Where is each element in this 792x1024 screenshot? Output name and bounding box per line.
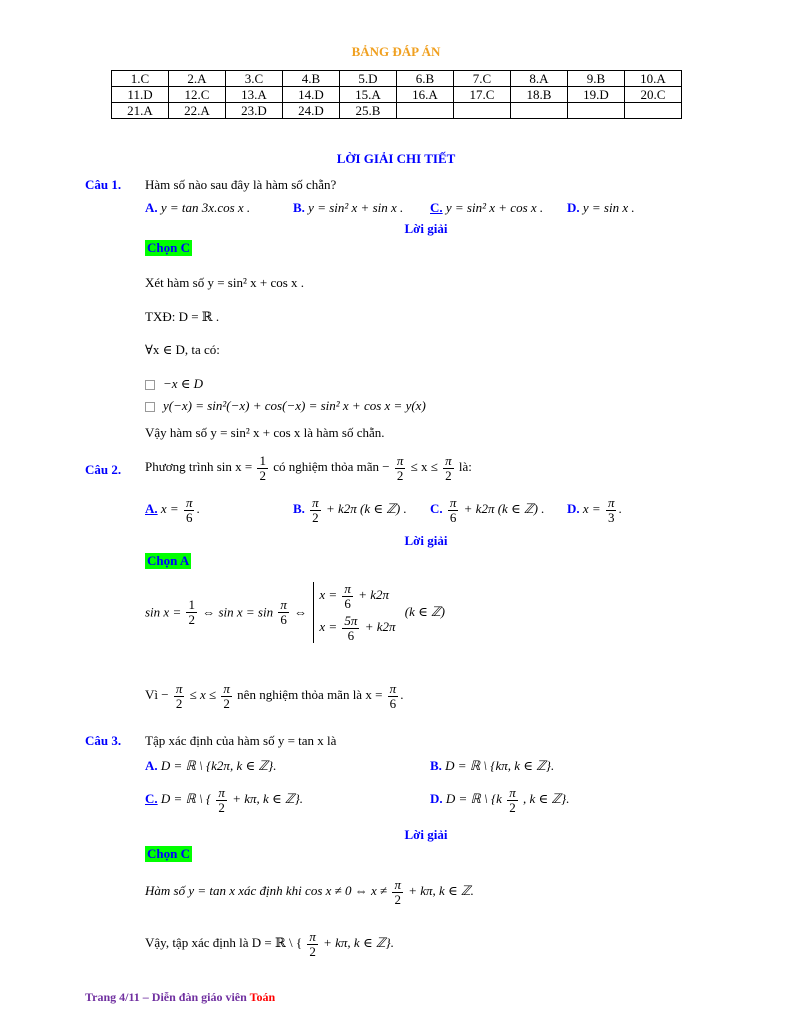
numerator: π (509, 785, 516, 800)
q2-text-part: có nghiệm thỏa mãn − (273, 459, 390, 475)
option-text: D = ℝ \ { (160, 791, 212, 807)
option-text: x = (582, 501, 601, 517)
answer-cell: 5.D (340, 71, 397, 87)
answer-cell: 12.C (169, 87, 226, 103)
numerator: π (389, 681, 397, 696)
fraction-pi-2 (307, 930, 318, 958)
denominator: 2 (445, 467, 452, 483)
case-bracket (313, 582, 395, 643)
option-label: D. (430, 791, 443, 807)
fraction-pi-2 (221, 682, 232, 710)
q3-option-a (145, 758, 276, 774)
answer-row (112, 87, 682, 103)
answer-cell: 13.A (226, 87, 283, 103)
step-text: + kπ, k ∈ ℤ. (408, 883, 474, 899)
denominator: 2 (218, 799, 225, 815)
answer-cell: 11.D (112, 87, 169, 103)
option-label: A. (145, 758, 158, 773)
answer-cell: 23.D (226, 103, 283, 119)
denominator: 2 (188, 611, 195, 627)
fraction-pi-2 (174, 682, 185, 710)
answer-cell: 3.C (226, 71, 283, 87)
answer-cell: 16.A (397, 87, 454, 103)
eq-part: (k ∈ ℤ) (404, 604, 445, 620)
denominator: 6 (280, 611, 287, 627)
case-text: + k2π (364, 619, 396, 635)
option-label: B. (430, 758, 442, 773)
option-text: D = ℝ \ {kπ, k ∈ ℤ}. (445, 758, 555, 773)
fraction-pi-6 (448, 496, 459, 524)
answer-cell (568, 103, 625, 119)
numerator: π (344, 581, 351, 596)
footer-brand: Toán (249, 990, 276, 1004)
question-3-text: Tập xác định của hàm số y = tan x là (145, 733, 337, 748)
question-1-text: Hàm số nào sau đây là hàm số chẵn? (145, 177, 337, 192)
answer-cell (454, 103, 511, 119)
answer-cell: 14.D (283, 87, 340, 103)
q2-chosen-answer: Chọn A (147, 553, 190, 568)
q2-solution-heading: Lời giải (404, 533, 448, 548)
answer-cell: 4.B (283, 71, 340, 87)
option-label: C. (145, 791, 158, 807)
solutions-title: LỜI GIẢI CHI TIẾT (336, 151, 456, 166)
numerator: π (218, 785, 225, 800)
q2-text-part: ≤ x ≤ (410, 459, 438, 475)
eq-part: sin x = (145, 604, 182, 620)
answer-cell: 20.C (625, 87, 682, 103)
q1-step-4 (145, 376, 203, 392)
option-label: B. (293, 501, 305, 517)
option-text: + kπ, k ∈ ℤ}. (232, 791, 304, 807)
q2-text-part: Phương trình sin x = (145, 459, 253, 475)
denominator: 6 (185, 509, 193, 525)
option-label: C. (430, 501, 443, 517)
q1-option-c (430, 200, 543, 216)
fraction-pi-6 (388, 682, 399, 710)
period: . (618, 501, 622, 517)
denominator: 2 (396, 467, 404, 483)
fraction-pi-6 (278, 598, 289, 626)
q2-option-c (430, 496, 544, 524)
answer-cell: 8.A (511, 71, 568, 87)
numerator: π (312, 495, 319, 510)
numerator: 1 (259, 453, 266, 468)
question-1-number: Câu 1. (85, 177, 122, 192)
option-text: + k2π (k ∈ ℤ) . (325, 501, 407, 517)
q3-conclusion (145, 930, 394, 958)
option-text: , k ∈ ℤ}. (522, 791, 570, 807)
answer-key-table (111, 70, 682, 119)
q2-option-a (145, 496, 200, 524)
option-label: B. (293, 200, 305, 215)
denominator: 2 (223, 695, 230, 711)
answer-cell: 24.D (283, 103, 340, 119)
option-text: D = ℝ \ {k (445, 791, 502, 807)
answer-cell: 25.B (340, 103, 397, 119)
q1-solution-heading: Lời giải (404, 221, 448, 236)
answer-cell: 15.A (340, 87, 397, 103)
denominator: 6 (449, 509, 457, 525)
q3-option-c (145, 786, 303, 814)
conclusion-part: nên nghiệm thỏa mãn là x = (237, 687, 383, 703)
fraction-pi-2 (392, 878, 403, 906)
denominator: 6 (389, 695, 397, 711)
denominator: 6 (347, 627, 355, 643)
numerator: π (445, 453, 452, 468)
q1-option-b (293, 200, 403, 216)
step-text: Hàm số y = tan x xác định khi cos x ≠ 0 ⇔ x ≠ (145, 883, 388, 899)
answer-cell: 21.A (112, 103, 169, 119)
step-text: Vậy, tập xác định là D = ℝ \ { (145, 935, 303, 951)
numerator: π (396, 453, 404, 468)
option-label: D. (567, 501, 580, 517)
q2-option-b (293, 496, 407, 524)
step-text: + kπ, k ∈ ℤ}. (323, 935, 394, 951)
answer-cell: 22.A (169, 103, 226, 119)
answer-cell (625, 103, 682, 119)
numerator: π (449, 495, 457, 510)
answer-row (112, 103, 682, 119)
numerator: 5π (344, 613, 358, 629)
answer-cell: 7.C (454, 71, 511, 87)
case-2 (319, 614, 395, 642)
option-label: C. (430, 200, 443, 215)
numerator: π (309, 929, 316, 944)
q3-solution-heading: Lời giải (404, 827, 448, 842)
fraction-1-2 (186, 598, 197, 626)
denominator: 2 (312, 509, 319, 525)
numerator: 1 (188, 597, 195, 613)
q2-equation (145, 582, 445, 643)
question-2-text (145, 454, 472, 482)
denominator: 6 (344, 595, 351, 611)
case-text: + k2π (358, 587, 389, 603)
period: . (196, 501, 200, 517)
answer-cell: 1.C (112, 71, 169, 87)
option-text: x = (160, 501, 179, 517)
q1-option-a (145, 200, 250, 216)
fraction-pi-3 (606, 496, 617, 524)
option-label: A. (145, 200, 158, 215)
answer-row (112, 71, 682, 87)
numerator: π (394, 877, 401, 892)
q3-option-b (430, 758, 554, 774)
option-text: + k2π (k ∈ ℤ) . (463, 501, 545, 517)
denominator: 2 (394, 891, 401, 907)
fraction-5pi-6 (342, 614, 359, 642)
case-1 (319, 582, 395, 610)
q2-option-d (567, 496, 622, 524)
q2-conclusion (145, 682, 403, 710)
option-text: y = tan 3x.cos x . (160, 200, 251, 215)
answer-cell: 9.B (568, 71, 625, 87)
fraction-1-2 (257, 454, 268, 482)
q1-step-3: ∀x ∈ D, ta có: (145, 342, 220, 357)
fraction-pi-2 (310, 496, 321, 524)
answer-cell: 19.D (568, 87, 625, 103)
eq-part: ⇔ (294, 604, 308, 620)
denominator: 2 (259, 467, 266, 483)
answer-cell: 17.C (454, 87, 511, 103)
numerator: π (607, 495, 615, 510)
denominator: 3 (607, 509, 615, 525)
bullet-box-icon (145, 380, 155, 390)
q3-option-d (430, 786, 569, 814)
q1-option-d (567, 200, 635, 216)
option-label: D. (567, 200, 580, 215)
option-text: y = sin² x + cos x . (445, 200, 544, 215)
numerator: π (280, 597, 287, 613)
question-2-number: Câu 2. (85, 462, 122, 477)
option-text: y = sin² x + sin x . (308, 200, 404, 215)
answer-cell (397, 103, 454, 119)
conclusion-part: Vì − (145, 687, 169, 703)
q1-step-2: TXĐ: D = ℝ . (145, 309, 220, 324)
answer-cell (511, 103, 568, 119)
q1-chosen-answer: Chọn C (147, 240, 190, 255)
answer-cell: 6.B (397, 71, 454, 87)
fraction-pi-6 (184, 496, 195, 524)
numerator: π (185, 495, 193, 510)
answer-cell: 10.A (625, 71, 682, 87)
fraction-pi-2 (443, 454, 454, 482)
denominator: 2 (309, 943, 316, 959)
q3-chosen-answer: Chọn C (147, 846, 190, 861)
footer-page: Trang 4/11 – Diễn đàn giáo viên (85, 990, 247, 1004)
eq-part: ⇔ sin x = sin (202, 604, 274, 620)
period: . (400, 687, 404, 703)
conclusion-part: ≤ x ≤ (189, 687, 217, 703)
fraction-pi-2 (507, 786, 518, 814)
numerator: π (175, 681, 183, 696)
q1-step-5 (145, 398, 426, 414)
denominator: 2 (509, 799, 516, 815)
q1-step-1: Xét hàm số y = sin² x + cos x . (145, 275, 305, 290)
option-label: A. (145, 501, 158, 517)
answer-cell: 2.A (169, 71, 226, 87)
step-text: −x ∈ D (163, 376, 204, 391)
answer-cell: 18.B (511, 87, 568, 103)
page-footer (85, 990, 275, 1005)
case-text: x = (319, 619, 338, 635)
q3-step-1 (145, 878, 474, 906)
option-text: D = ℝ \ {k2π, k ∈ ℤ}. (160, 758, 277, 773)
question-3-number: Câu 3. (85, 733, 122, 748)
step-text: y(−x) = sin²(−x) + cos(−x) = sin² x + cos x = y(x) (163, 398, 426, 413)
numerator: π (223, 681, 230, 696)
answer-key-title: BẢNG ĐÁP ÁN (351, 44, 441, 59)
option-text: y = sin x . (582, 200, 635, 215)
bullet-box-icon (145, 402, 155, 412)
denominator: 2 (175, 695, 183, 711)
fraction-pi-2 (216, 786, 227, 814)
case-text: x = (319, 587, 338, 603)
fraction-pi-6 (342, 582, 353, 610)
q1-conclusion: Vậy hàm số y = sin² x + cos x là hàm số chẵn. (145, 425, 385, 440)
q2-text-part: là: (458, 459, 472, 475)
fraction-pi-2 (395, 454, 406, 482)
